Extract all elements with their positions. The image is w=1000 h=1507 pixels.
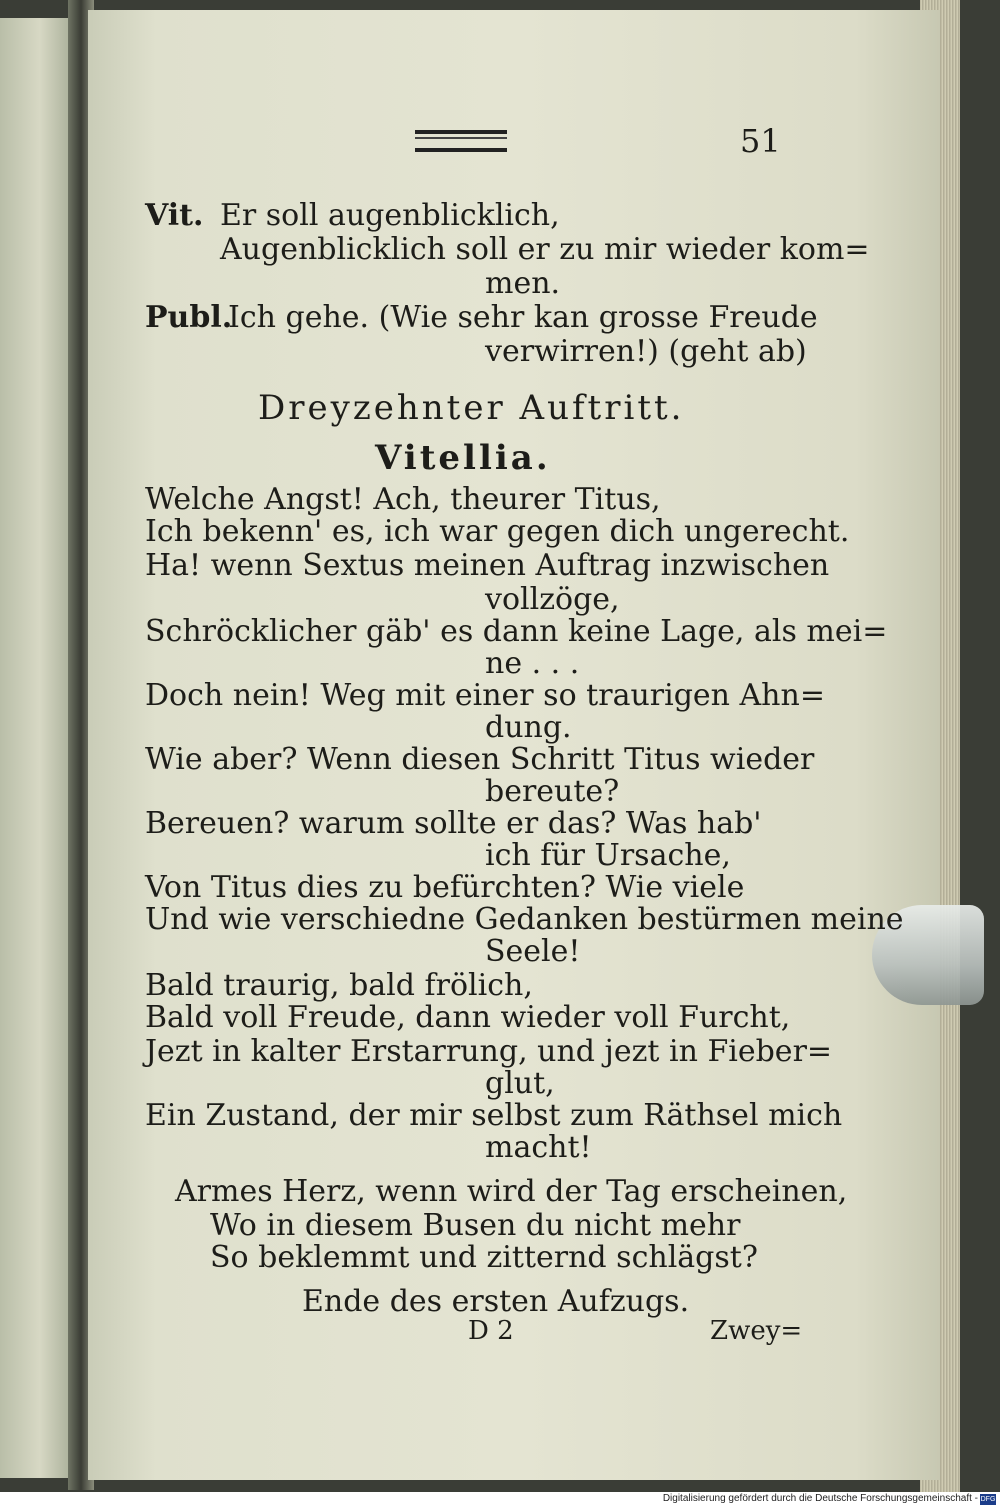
monologue-line: Schröcklicher gäb' es dann keine Lage, als mei=	[145, 614, 888, 649]
monologue-line: Jezt in kalter Erstarrung, und jezt in Fieber=	[145, 1034, 833, 1069]
monologue-line: Von Titus dies zu befürchten? Wie viele	[145, 870, 745, 905]
monologue-line: vollzöge,	[485, 582, 620, 617]
monologue-line: Ha! wenn Sextus meinen Auftrag inzwischen	[145, 548, 830, 583]
act-closing: Ende des ersten Aufzugs.	[302, 1284, 690, 1319]
monologue-line: glut,	[485, 1066, 555, 1101]
monologue-line: Doch nein! Weg mit einer so traurigen Ahn=	[145, 678, 825, 713]
monologue-line: Welche Angst! Ach, theurer Titus,	[145, 482, 661, 517]
monologue-line: Ein Zustand, der mir selbst zum Räthsel mich	[145, 1098, 843, 1133]
monologue-line: dung.	[485, 710, 572, 745]
monologue-line: Bald traurig, bald frölich,	[145, 968, 533, 1003]
footer-credit: Digitalisierung gefördert durch die Deutsche Forschungsgemeinschaft -	[662, 1493, 978, 1504]
dfg-logo-icon: DFG	[980, 1496, 996, 1503]
speaker-vit: Vit.	[145, 198, 204, 233]
monologue-line: ich für Ursache,	[485, 838, 731, 873]
monologue-line: macht!	[485, 1130, 592, 1165]
monologue-line: Bald voll Freude, dann wieder voll Furcht,	[145, 1000, 791, 1035]
scene-title: Dreyzehnter Auftritt.	[258, 388, 685, 428]
aria-line: So beklemmt und zitternd schlägst?	[210, 1240, 758, 1275]
monologue-line: bereute?	[485, 774, 620, 809]
facing-page	[0, 18, 72, 1478]
page-number: 51	[740, 122, 781, 160]
monologue-line: Wie aber? Wenn diesen Schritt Titus wieder	[145, 742, 815, 777]
speaker-publ: Publ.	[145, 300, 233, 335]
dialogue-line: Ich gehe. (Wie sehr kan grosse Freude	[228, 300, 818, 335]
monologue-line: ne . . .	[485, 646, 580, 681]
scene-character: Vitellia.	[375, 438, 551, 478]
dialogue-line: Er soll augenblicklich,	[220, 198, 560, 233]
aria-line: Armes Herz, wenn wird der Tag erscheinen,	[175, 1174, 848, 1209]
monologue-line: Und wie verschiedne Gedanken bestürmen meine	[145, 902, 904, 937]
aria-line: Wo in diesem Busen du nicht mehr	[210, 1208, 741, 1243]
signature-mark: D 2	[468, 1316, 514, 1346]
catchword: Zwey=	[710, 1316, 803, 1346]
dialogue-line: men.	[485, 266, 561, 301]
dialogue-line: Augenblicklich soll er zu mir wieder kom=	[220, 232, 870, 267]
monologue-line: Ich bekenn' es, ich war gegen dich ungerecht.	[145, 514, 850, 549]
monologue-line: Seele!	[485, 934, 581, 969]
monologue-line: Bereuen? warum sollte er das? Was hab'	[145, 806, 762, 841]
header-ornament	[415, 130, 507, 152]
dialogue-line: verwirren!) (geht ab)	[485, 334, 807, 369]
